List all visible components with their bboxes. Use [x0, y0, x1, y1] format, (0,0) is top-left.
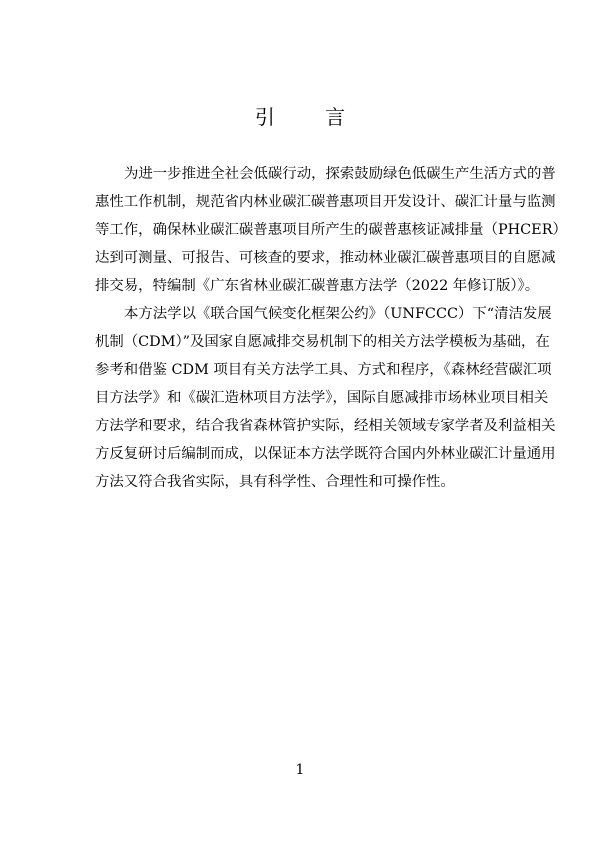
paragraph-line: 机制（CDM）”及国家自愿减排交易机制下的相关方法学模板为基础，在	[95, 334, 550, 350]
page-title: 引 言	[254, 105, 368, 129]
paragraph-line: 等工作，确保林业碳汇碳普惠项目所产生的碳普惠核证减排量（PHCER）	[95, 222, 567, 238]
body-text	[95, 160, 567, 496]
paragraph-line: 方法学和要求，结合我省森林管护实际，经相关领域专家学者及利益相关	[95, 418, 556, 434]
paragraph-2	[95, 300, 556, 496]
paragraph-line: 排交易，特编制《广东省林业碳汇碳普惠方法学（2022 年修订版）》。	[95, 278, 540, 294]
paragraph-line: 本方法学以《联合国气候变化框架公约》（UNFCCC）下“清洁发展	[124, 306, 552, 322]
page-number: 1	[295, 762, 305, 778]
paragraph-line: 惠性工作机制，规范省内林业碳汇碳普惠项目开发设计、碳汇计量与监测	[95, 194, 556, 210]
paragraph-line: 达到可测量、可报告、可核查的要求，推动林业碳汇碳普惠项目的自愿减	[95, 250, 556, 266]
paragraph-line: 目方法学》和《碳汇造林项目方法学》，国际自愿减排市场林业项目相关	[95, 390, 549, 406]
paragraph-line: 参考和借鉴 CDM 项目有关方法学工具、方式和程序，《森林经营碳汇项	[95, 362, 552, 378]
paragraph-line: 方法又符合我省实际，具有科学性、合理性和可操作性。	[95, 474, 455, 490]
paragraph-line: 方反复研讨后编制而成，以保证本方法学既符合国内外林业碳汇计量通用	[95, 446, 556, 462]
paragraph-1	[95, 160, 567, 300]
paragraph-line: 为进一步推进全社会低碳行动，探索鼓励绿色低碳生产生活方式的普	[124, 166, 556, 182]
